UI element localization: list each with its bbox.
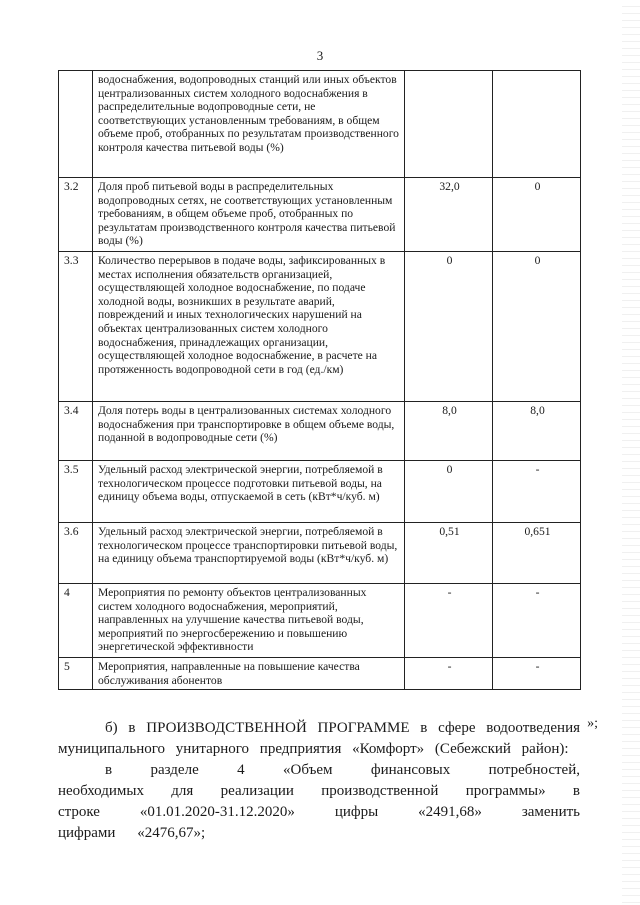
row-value-2: -: [493, 658, 581, 690]
row-number: 3.6: [59, 523, 93, 584]
row-number: 3.2: [59, 178, 93, 252]
row-value-2: -: [493, 461, 581, 523]
closing-quote: »;: [587, 716, 598, 731]
row-value-2: -: [493, 584, 581, 658]
row-value-1: 0: [405, 252, 493, 402]
row-number: [59, 71, 93, 178]
row-value-2: [493, 71, 581, 178]
row-value-1: 8,0: [405, 402, 493, 461]
paragraph-text: в разделе 4 «Объем финансовых потребностей, необходимых для реализации производственной программы» в строке «01.01.2020-31.12.2020» цифры «2491,68» заменить цифрами «2476,67»;: [58, 762, 580, 841]
row-value-2: 0: [493, 252, 581, 402]
table-row: [59, 523, 581, 584]
table-row: [59, 658, 581, 690]
row-number: 4: [59, 584, 93, 658]
row-value-2: 0: [493, 178, 581, 252]
indicators-table: [58, 70, 581, 690]
row-description: Количество перерывов в подаче воды, зафиксированных в местах исполнения обязательств организацией, осуществляющей холодное водоснабжение, по подаче холодной воды, возникших в результате аварий, повреждений и иных технологических нарушений на объектах централизованных систем холодного водоснабжения, принадлежащих организации, осуществляющей холодное водоснабжение, в расчете на протяженность водопроводной сети в год (ед./км): [93, 252, 405, 402]
row-value-1: 32,0: [405, 178, 493, 252]
page-number: 3: [316, 48, 324, 63]
row-number: 3.4: [59, 402, 93, 461]
row-description: Удельный расход электрической энергии, потребляемой в технологическом процессе подготовки питьевой воды, на единицу объема воды, отпускаемой в сеть (кВт*ч/куб. м): [93, 461, 405, 523]
table-row: [59, 252, 581, 402]
table-row: [59, 178, 581, 252]
row-description: Удельный расход электрической энергии, потребляемой в технологическом процессе транспортировки питьевой воды, на единицу объема транспортируемой воды (кВт*ч/куб. м): [93, 523, 405, 584]
row-value-2: 8,0: [493, 402, 581, 461]
table-row: [59, 71, 581, 178]
row-description: Мероприятия, направленные на повышение качества обслуживания абонентов: [93, 658, 405, 690]
row-value-1: [405, 71, 493, 178]
paragraph-sewerage-program: [58, 718, 580, 760]
table-row: [59, 402, 581, 461]
scan-edge-artifact: [622, 0, 640, 905]
row-value-2: 0,651: [493, 523, 581, 584]
paragraph-section-4-amendment: [58, 760, 580, 844]
row-description: Доля проб питьевой воды в распределительных водопроводных сетях, не соответствующих установленным требованиям, в общем объеме проб, отобранных по результатам производственного контроля качества питьевой воды (%): [93, 178, 405, 252]
row-description: Мероприятия по ремонту объектов централизованных систем холодного водоснабжения, мероприятий, направленных на улучшение качества питьевой воды, мероприятий по энергосбережению и повышению энергетической эффективности: [93, 584, 405, 658]
table-row: [59, 584, 581, 658]
row-value-1: 0,51: [405, 523, 493, 584]
row-number: 3.3: [59, 252, 93, 402]
row-description: водоснабжения, водопроводных станций или иных объектов централизованных систем холодного водоснабжения в распределительные водопроводные сети, не соответствующих установленным требованиям, в общем объеме проб, отобранных по результатам производственного контроля качества питьевой воды (%): [93, 71, 405, 178]
row-value-1: 0: [405, 461, 493, 523]
row-number: 5: [59, 658, 93, 690]
row-value-1: -: [405, 584, 493, 658]
paragraph-text: б) в ПРОИЗВОДСТВЕННОЙ ПРОГРАММЕ в сфере водоотведения муниципального унитарного предприятия «Комфорт» (Себежский район):: [58, 720, 580, 757]
row-number: 3.5: [59, 461, 93, 523]
table-row: [59, 461, 581, 523]
row-value-1: -: [405, 658, 493, 690]
row-description: Доля потерь воды в централизованных системах холодного водоснабжения при транспортировке в общем объеме воды, поданной в водопроводные сети (%): [93, 402, 405, 461]
